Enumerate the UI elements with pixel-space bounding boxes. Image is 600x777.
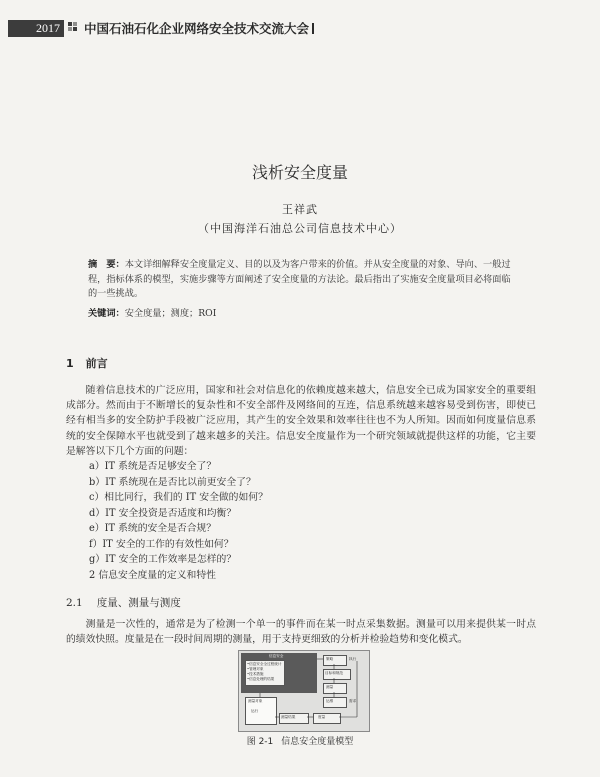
keywords xyxy=(88,307,513,321)
paper-author: 王祥武 xyxy=(282,203,318,216)
figure-label: •技术措施 xyxy=(247,672,264,676)
list-item: 2 信息安全度量的定义和特性 xyxy=(89,569,216,581)
figure-label: 运行 xyxy=(251,709,259,713)
figure-caption-text: 信息安全度量模型 xyxy=(281,737,354,747)
question-list xyxy=(89,459,529,583)
paper-affiliation: （中国海洋石油总公司信息技术中心） xyxy=(198,222,402,235)
list-item: e）IT 系统的安全是否合规？ xyxy=(89,523,217,534)
figure-label: 信息安全 xyxy=(269,654,284,658)
running-header xyxy=(0,18,600,40)
section-heading-1 xyxy=(66,355,108,371)
section-title: 前言 xyxy=(85,357,108,370)
figure-arrows xyxy=(239,651,369,731)
figure-label: 测量 xyxy=(326,685,334,689)
keywords-text: 安全度量；测度；ROI xyxy=(124,308,217,319)
abstract-text: 本文详细解释安全度量定义、目的以及为客户带来的价值。并从安全度量的对象、导向、一般过程，指标体系的模型，实施步骤等方面阐述了安全度量的方法论。最后指出了实施安全度量项目必将面临的一些挑战。 xyxy=(88,259,511,299)
figure-label: 需求 xyxy=(349,699,357,703)
section-number: 1 xyxy=(66,357,74,370)
figure-caption xyxy=(0,734,600,747)
section21-paragraph: 测量是一次性的，通常是为了检测一个单一的事件而在某一时点采集数据。测量可以用来提供某一时点的绩效快照。度量是在一段时间周期的测量，用于支持更细致的分析并检验趋势和变化模式。 xyxy=(66,619,536,646)
abstract-label: 摘 要： xyxy=(88,259,125,270)
figure-label: 运维 xyxy=(326,699,334,703)
paper-title: 浅析安全度量 xyxy=(251,163,348,182)
figure-label: 度量 xyxy=(318,715,326,719)
section-heading-2-1 xyxy=(66,595,181,610)
header-squares-icon xyxy=(68,22,80,34)
header-conference-title: 中国石油石化企业网络安全技术交流大会 xyxy=(84,19,314,37)
figure-security-metrics-model xyxy=(238,650,370,732)
figure-label: •管理对象 xyxy=(247,667,264,671)
list-item: c）相比同行，我们的 IT 安全做的如何？ xyxy=(89,492,268,503)
list-item: b）IT 系统现在是否比以前更安全了？ xyxy=(89,476,256,488)
list-item: g）IT 安全的工作效率是怎样的？ xyxy=(89,554,237,565)
list-item: a）IT 系统是否足够安全了？ xyxy=(89,461,217,472)
figure-label: 策略 xyxy=(326,657,334,661)
figure-label: 测量对象 xyxy=(248,699,263,703)
list-item: d）IT 安全投资是否适度和均衡？ xyxy=(89,507,237,519)
figure-label: •信息处理的结果 xyxy=(247,677,275,681)
list-item: f）IT 安全的工作的有效性如何？ xyxy=(89,538,234,550)
figure-label: 目标和规范 xyxy=(325,671,343,675)
abstract xyxy=(88,258,513,302)
header-year: 2017 xyxy=(8,20,64,37)
figure-number: 图 2-1 xyxy=(246,737,274,747)
keywords-label: 关键词： xyxy=(88,308,125,319)
section-number: 2.1 xyxy=(66,597,83,609)
figure-label: 执行 xyxy=(349,657,357,661)
figure-label: •信息安全全过程统计 xyxy=(247,662,282,666)
section-title: 度量、测量与测度 xyxy=(96,597,181,609)
figure-label: 测量结果 xyxy=(281,715,296,719)
section1-paragraph: 随着信息技术的广泛应用，国家和社会对信息化的依赖度越来越大，信息安全已成为国家安全的重要组成部分。然而由于不断增长的复杂性和不安全部件及网络间的互连，信息系统越来越容易受到伤害，即使已经有相当多的安全防护手段被广泛应用，其产生的安全效果和效率往往也不为人所知。因而如何度量信息系统的安全保障水平也就受到了越来越多的关注。信息安全度量作为一个研究领域就提供这样的功能，它主要是解答以下几个方面的问题： xyxy=(66,385,536,457)
